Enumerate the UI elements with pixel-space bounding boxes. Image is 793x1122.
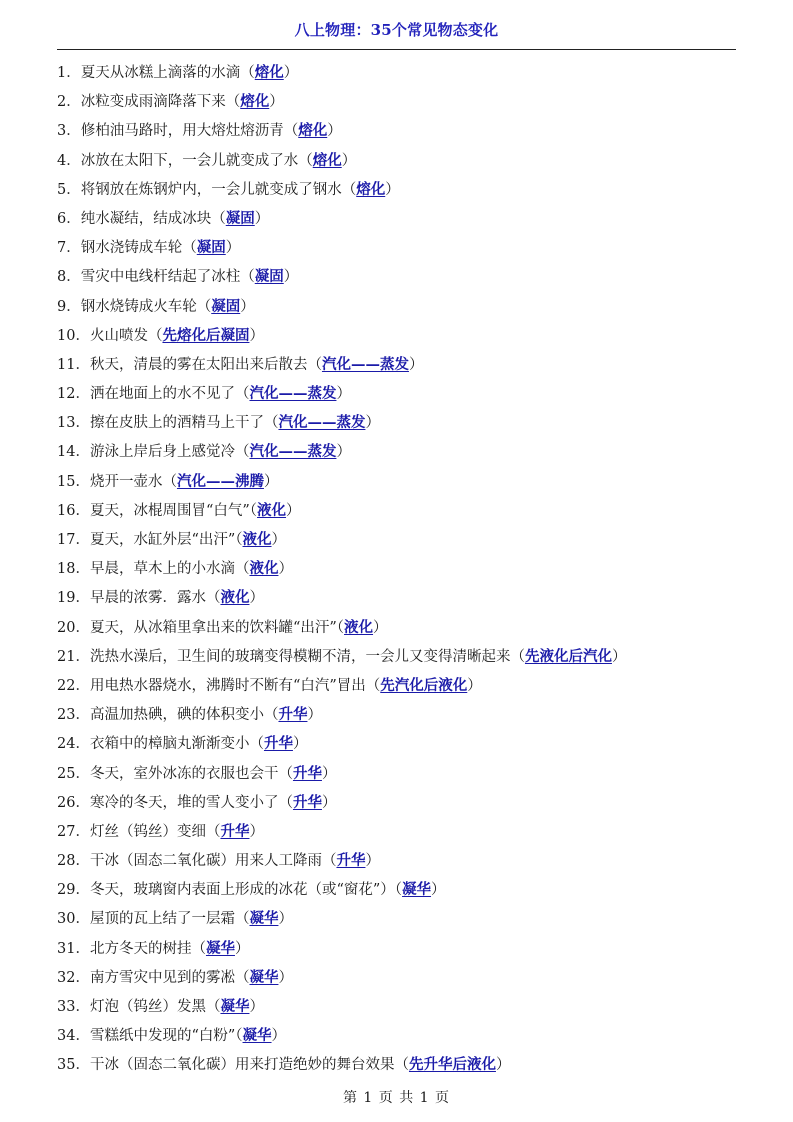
item-answer: 液化 — [220, 589, 250, 607]
item-text: 高温加热碘，碘的体积变小 — [89, 707, 264, 724]
item-number: 21． — [57, 648, 90, 665]
close-paren: ） — [495, 1057, 511, 1074]
item-text: 干冰（固态二氧化碳）用来人工降雨 — [89, 853, 322, 870]
list-item — [57, 262, 757, 291]
open-paren: （ — [147, 327, 163, 344]
close-paren: ） — [611, 648, 627, 665]
item-answer: 熔化 — [312, 151, 342, 169]
item-text: 南方雪灾中见到的雾凇 — [89, 969, 235, 986]
item-text: 北方冬天的树挂 — [89, 940, 192, 957]
item-text: 冰粒变成雨滴降落下来 — [80, 94, 226, 111]
list-item — [57, 496, 757, 525]
list-item — [57, 525, 757, 554]
item-number: 8． — [57, 269, 81, 286]
item-text: 灯丝（钨丝）变细 — [89, 823, 206, 840]
item-answer: 凝固 — [211, 297, 241, 315]
item-answer: 凝华 — [242, 1027, 272, 1045]
close-paren: ） — [249, 999, 264, 1015]
item-text: 将钢放在炼钢炉内，一会儿就变成了钢水 — [80, 181, 342, 198]
item-text: 钢水浇铸成车轮 — [80, 240, 183, 257]
item-answer: 凝华 — [249, 968, 279, 986]
item-text: 火山喷发 — [89, 327, 148, 344]
item-text: 寒冷的冬天，堆的雪人变小了 — [89, 794, 279, 811]
open-paren: （ — [307, 356, 322, 373]
open-paren: （ — [234, 444, 250, 461]
page-title: 八上物理：35个常见物态变化 — [294, 21, 499, 39]
open-paren: （ — [240, 269, 255, 286]
close-paren: ） — [365, 853, 380, 870]
open-paren: （ — [365, 677, 381, 694]
item-answer: 汽化——蒸发 — [249, 443, 337, 461]
close-paren: ） — [321, 765, 337, 782]
item-answer: 汽化——蒸发 — [321, 355, 409, 373]
close-paren: ） — [286, 502, 301, 519]
list-item — [57, 817, 757, 846]
list-item — [57, 87, 757, 116]
item-number: 11． — [57, 356, 90, 373]
close-paren: ） — [321, 794, 337, 811]
item-number: 6． — [57, 210, 81, 227]
item-answer: 升华 — [263, 735, 293, 753]
list-item — [57, 904, 757, 933]
item-text: 灯泡（钨丝）发黑 — [89, 999, 206, 1015]
open-paren: （ — [394, 882, 403, 899]
item-number: 20． — [57, 619, 90, 636]
close-paren: ） — [365, 415, 380, 432]
item-answer: 升华 — [292, 764, 322, 782]
item-number: 7． — [57, 240, 81, 257]
open-paren: （ — [234, 561, 250, 578]
phase-change-list — [57, 58, 757, 1080]
list-item — [57, 1021, 757, 1050]
list-item — [57, 146, 757, 175]
close-paren: ） — [263, 473, 279, 490]
open-paren: （ — [235, 532, 243, 548]
close-paren: ） — [278, 969, 293, 986]
close-paren: ） — [278, 911, 293, 928]
close-paren: ） — [249, 327, 264, 344]
item-answer: 凝固 — [254, 268, 284, 286]
item-number: 22． — [57, 677, 90, 694]
close-paren: ） — [225, 240, 241, 257]
item-answer: 先熔化后凝固 — [162, 326, 250, 344]
item-text: 屋顶的瓦上结了一层霜 — [89, 911, 235, 928]
close-paren: ） — [385, 181, 400, 198]
list-item — [57, 175, 757, 204]
list-item — [57, 467, 757, 496]
close-paren: ） — [271, 1028, 287, 1045]
item-number: 34． — [57, 1028, 90, 1045]
item-answer: 熔化 — [356, 180, 386, 198]
item-answer: 升华 — [220, 822, 250, 840]
close-paren: ） — [327, 123, 342, 140]
list-item — [57, 1050, 757, 1079]
open-paren: （ — [191, 940, 206, 957]
close-paren: ） — [373, 619, 388, 636]
list-item — [57, 204, 757, 233]
item-number: 24． — [57, 736, 90, 753]
list-item — [57, 963, 757, 992]
item-answer: 凝华 — [402, 881, 432, 899]
item-text: 夏天，从冰箱里拿出来的饮料罐“出汗” — [89, 619, 337, 636]
item-answer: 凝华 — [220, 998, 250, 1015]
open-paren: （ — [205, 590, 221, 607]
item-answer: 汽化——沸腾 — [176, 472, 264, 490]
list-item — [57, 321, 757, 350]
item-number: 4． — [57, 152, 81, 169]
item-number: 25． — [57, 765, 90, 782]
item-text: 纯水凝结，结成冰块 — [80, 210, 212, 227]
item-number: 19． — [57, 590, 90, 607]
list-item — [57, 671, 757, 700]
item-answer: 凝固 — [225, 209, 255, 227]
item-number: 27． — [57, 823, 90, 840]
open-paren: （ — [394, 1057, 409, 1074]
list-item — [57, 379, 757, 408]
item-answer: 凝华 — [205, 939, 235, 957]
item-text: 夏天从冰糕上滴落的水滴 — [80, 65, 241, 81]
list-item — [57, 992, 757, 1021]
open-paren: （ — [249, 736, 264, 753]
open-paren: （ — [341, 181, 357, 198]
open-paren: （ — [263, 415, 279, 432]
list-item — [57, 292, 757, 321]
item-answer: 升华 — [278, 706, 308, 724]
item-text: 早晨的浓雾．露水 — [89, 590, 206, 607]
item-number: 10． — [57, 327, 90, 344]
item-text: 洒在地面上的水不见了 — [89, 386, 235, 403]
page-footer: 第 1 页 共 1 页 — [342, 1090, 451, 1106]
item-answer: 凝华 — [249, 910, 279, 928]
close-paren: ） — [283, 269, 299, 286]
close-paren: ） — [254, 210, 270, 227]
open-paren: （ — [240, 65, 255, 81]
open-paren: （ — [235, 1028, 243, 1045]
item-number: 17． — [57, 532, 90, 548]
item-number: 35． — [57, 1057, 90, 1074]
item-answer: 先汽化后液化 — [380, 676, 468, 694]
open-paren: （ — [336, 619, 345, 636]
open-paren: （ — [283, 123, 299, 140]
close-paren: ） — [431, 882, 446, 899]
list-item — [57, 350, 757, 379]
close-paren: ） — [249, 590, 264, 607]
item-text: 雪糕纸中发现的“白粉” — [89, 1028, 236, 1045]
close-paren: ） — [307, 707, 322, 724]
title-divider — [57, 49, 736, 50]
item-text: 洗热水澡后，卫生间的玻璃变得模糊不清，一会儿又变得清晰起来 — [89, 648, 511, 665]
item-text: 夏天，水缸外层“出汗” — [89, 532, 236, 548]
list-item — [57, 58, 757, 87]
open-paren: （ — [234, 911, 250, 928]
item-number: 30． — [57, 911, 90, 928]
open-paren: （ — [234, 386, 250, 403]
item-answer: 液化 — [257, 501, 287, 519]
open-paren: （ — [234, 969, 250, 986]
list-item — [57, 642, 757, 671]
item-text: 冬天，室外冰冻的衣服也会干 — [89, 765, 279, 782]
close-paren: ） — [240, 298, 255, 315]
item-answer: 熔化 — [240, 93, 270, 111]
close-paren: ） — [249, 823, 264, 840]
close-paren: ） — [269, 94, 284, 111]
open-paren: （ — [162, 473, 177, 490]
close-paren: ） — [278, 561, 293, 578]
open-paren: （ — [278, 765, 293, 782]
item-number: 1． — [57, 65, 81, 81]
item-answer: 先液化后汽化 — [524, 647, 612, 665]
list-item — [57, 437, 757, 466]
item-number: 28． — [57, 853, 90, 870]
open-paren: （ — [278, 794, 293, 811]
list-item — [57, 788, 757, 817]
item-answer: 熔化 — [298, 122, 328, 140]
close-paren: ） — [336, 386, 351, 403]
close-paren: ） — [408, 356, 424, 373]
item-answer: 先升华后液化 — [408, 1056, 496, 1074]
item-text: 擦在皮肤上的酒精马上干了 — [89, 415, 264, 432]
list-item — [57, 554, 757, 583]
list-item — [57, 116, 757, 145]
list-item — [57, 846, 757, 875]
item-text: 钢水烧铸成火车轮 — [80, 298, 197, 315]
item-number: 2． — [57, 94, 81, 111]
item-answer: 液化 — [249, 560, 279, 578]
item-number: 16． — [57, 502, 90, 519]
open-paren: （ — [182, 240, 197, 257]
item-answer: 升华 — [292, 793, 322, 811]
item-text: 冰放在太阳下，一会儿就变成了水 — [80, 152, 299, 169]
item-number: 26． — [57, 794, 90, 811]
list-item — [57, 408, 757, 437]
item-number: 32． — [57, 969, 90, 986]
item-number: 14． — [57, 444, 90, 461]
close-paren: ） — [271, 532, 287, 548]
item-text: 游泳上岸后身上感觉冷 — [89, 444, 235, 461]
item-number: 18． — [57, 561, 90, 578]
item-text: 用电热水器烧水，沸腾时不断有“白汽”冒出 — [89, 677, 366, 694]
list-item — [57, 613, 757, 642]
open-paren: （ — [211, 210, 226, 227]
open-paren: （ — [298, 152, 313, 169]
item-answer: 液化 — [344, 618, 374, 636]
item-answer: 凝固 — [196, 239, 226, 257]
item-text: 修柏油马路时，用大熔灶熔沥青 — [80, 123, 284, 140]
item-text: 秋天，清晨的雾在太阳出来后散去 — [89, 356, 308, 373]
item-number: 33． — [57, 999, 90, 1015]
list-item — [57, 729, 757, 758]
list-item — [57, 875, 757, 904]
open-paren: （ — [510, 648, 525, 665]
item-text: 烧开一壶水 — [89, 473, 163, 490]
open-paren: （ — [205, 823, 221, 840]
item-answer: 熔化 — [254, 64, 284, 81]
item-number: 29． — [57, 882, 90, 899]
item-text: 早晨，草木上的小水滴 — [89, 561, 235, 578]
open-paren: （ — [321, 853, 337, 870]
item-text: 衣箱中的樟脑丸渐渐变小 — [89, 736, 250, 753]
item-answer: 液化 — [242, 531, 272, 548]
item-answer: 升华 — [336, 852, 366, 870]
item-text: 夏天，冰棍周围冒“白气” — [89, 502, 250, 519]
list-item — [57, 233, 757, 262]
close-paren: ） — [341, 152, 357, 169]
close-paren: ） — [467, 677, 482, 694]
item-number: 15． — [57, 473, 90, 490]
item-text: 冬天，玻璃窗内表面上形成的冰花（或“窗花”） — [89, 882, 395, 899]
item-number: 9． — [57, 298, 81, 315]
item-number: 12． — [57, 386, 90, 403]
list-item — [57, 700, 757, 729]
item-text: 雪灾中电线杆结起了冰柱 — [80, 269, 241, 286]
item-number: 3． — [57, 123, 81, 140]
open-paren: （ — [249, 502, 258, 519]
list-item — [57, 759, 757, 788]
item-number: 23． — [57, 707, 90, 724]
item-answer: 汽化——蒸发 — [249, 385, 337, 403]
open-paren: （ — [225, 94, 241, 111]
open-paren: （ — [263, 707, 279, 724]
item-text: 干冰（固态二氧化碳）用来打造绝妙的舞台效果 — [89, 1057, 395, 1074]
close-paren: ） — [234, 940, 250, 957]
close-paren: ） — [336, 444, 351, 461]
open-paren: （ — [205, 999, 221, 1015]
list-item — [57, 934, 757, 963]
item-number: 5． — [57, 181, 81, 198]
close-paren: ） — [283, 65, 299, 81]
open-paren: （ — [196, 298, 212, 315]
item-number: 13． — [57, 415, 90, 432]
item-number: 31． — [57, 940, 90, 957]
close-paren: ） — [292, 736, 308, 753]
item-answer: 汽化——蒸发 — [278, 414, 366, 432]
list-item — [57, 583, 757, 612]
